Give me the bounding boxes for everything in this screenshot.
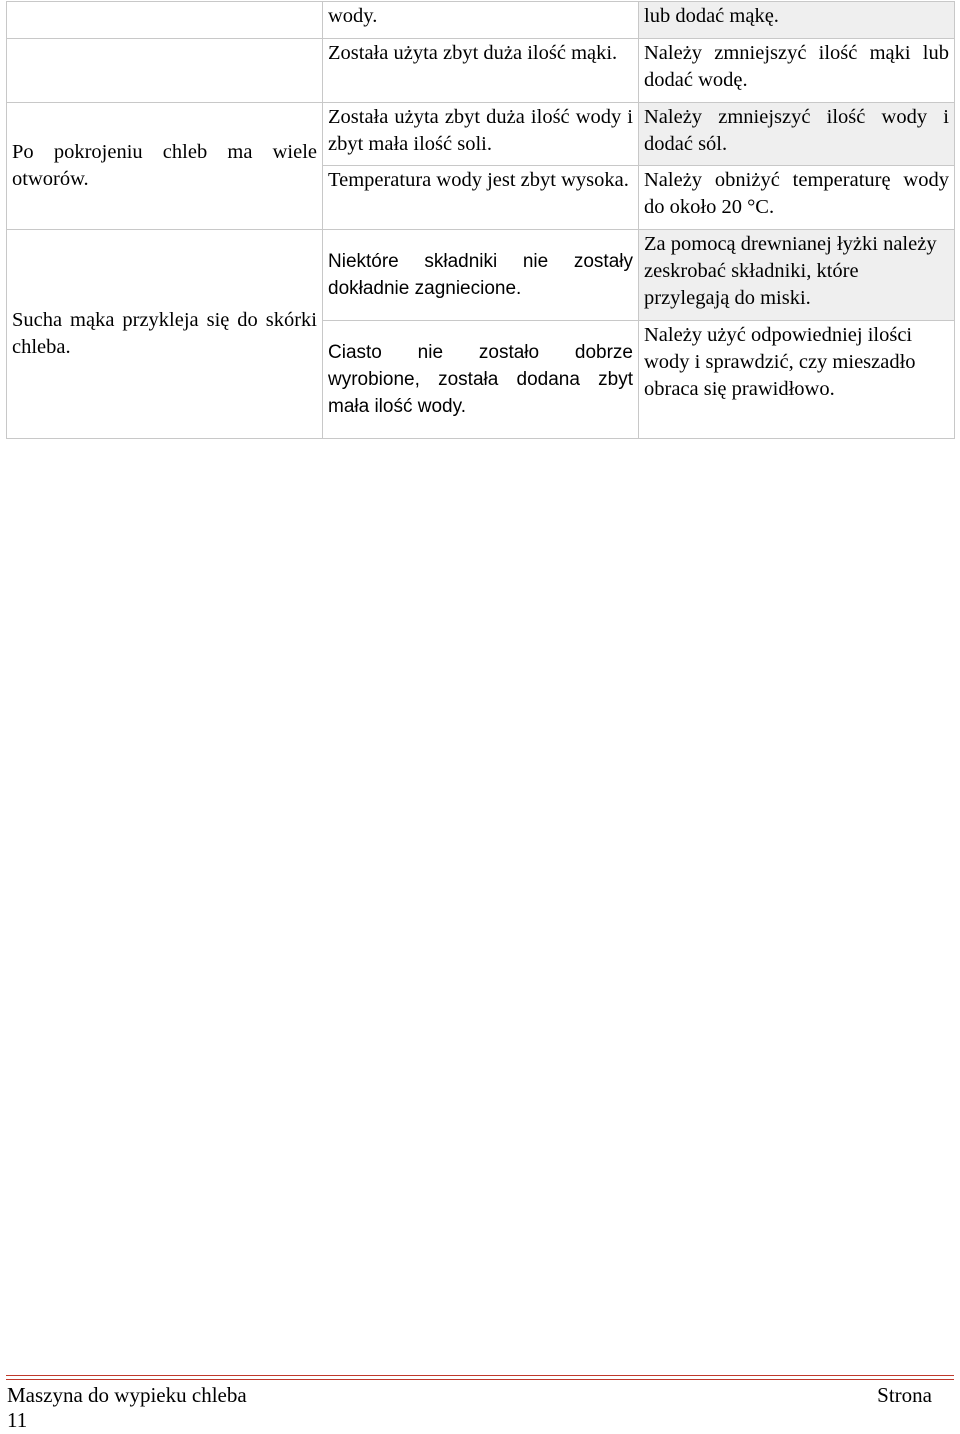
solution-cell: Należy użyć odpowiedniej ilości wody i sprawdzić, czy mieszadło obraca się prawidłowo. [639,321,955,439]
table-row [7,2,955,39]
table-cell-empty [7,2,323,39]
problem-cell: Sucha mąka przykleja się do skórki chleba. [7,230,323,439]
footer-rule-bottom [6,1379,954,1380]
cause-cell: Niektóre składniki nie zostały dokładnie zagniecione. [323,230,639,321]
cause-cell: Została użyta zbyt duża ilość mąki. [323,39,639,103]
table-row [7,103,955,166]
table-cell-empty [7,39,323,103]
troubleshooting-table [6,1,955,439]
solution-cell: Należy zmniejszyć ilość mąki lub dodać wodę. [639,39,955,103]
solution-cell: Należy zmniejszyć ilość wody i dodać sól. [639,103,955,166]
cause-cell: Temperatura wody jest zbyt wysoka. [323,166,639,230]
solution-cell: lub dodać mąkę. [639,2,955,39]
table-row [7,39,955,103]
footer-rule-top [6,1375,954,1376]
solution-cell: Za pomocą drewnianej łyżki należy zeskrobać składniki, które przylegają do miski. [639,230,955,321]
solution-cell: Należy obniżyć temperaturę wody do około 20 °C. [639,166,955,230]
cause-cell: Została użyta zbyt duża ilość wody i zbyt mała ilość soli. [323,103,639,166]
footer-title: Maszyna do wypieku chleba [7,1383,247,1407]
problem-cell: Po pokrojeniu chleb ma wiele otworów. [7,103,323,230]
cause-cell: wody. [323,2,639,39]
table-row [7,230,955,321]
footer-strona-label: Strona [877,1383,932,1407]
footer-page-number: 11 [7,1408,28,1432]
cause-cell: Ciasto nie zostało dobrze wyrobione, została dodana zbyt mała ilość wody. [323,321,639,439]
